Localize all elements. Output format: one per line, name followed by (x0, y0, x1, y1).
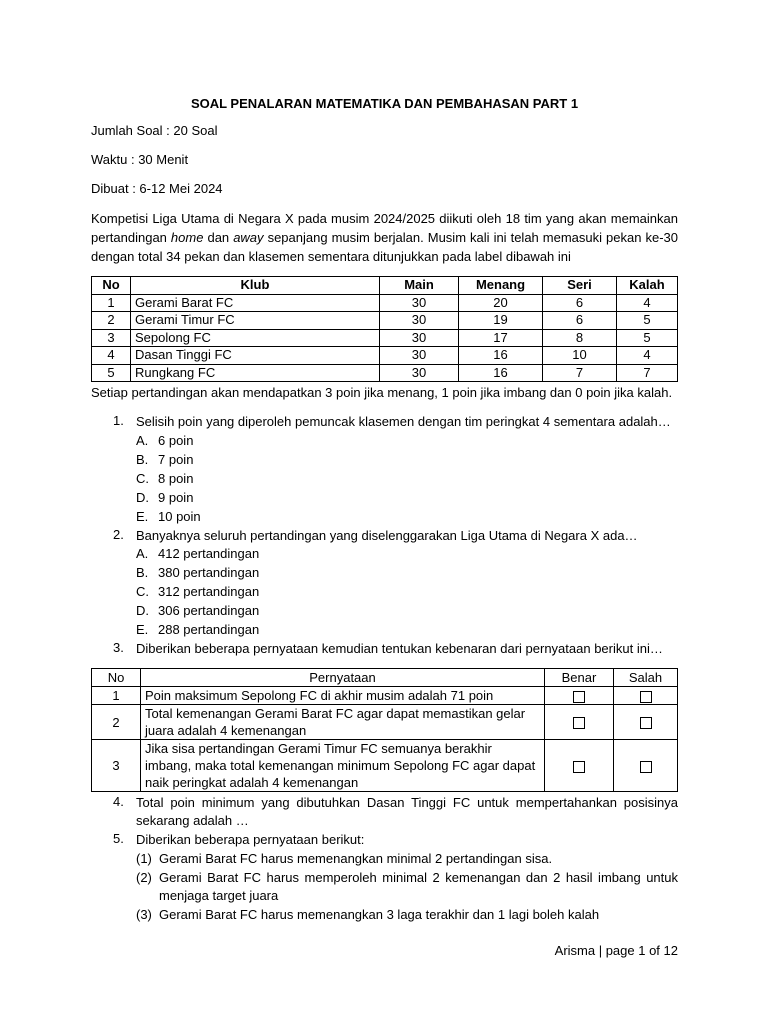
cell-no: 4 (92, 347, 131, 365)
cell-no: 3 (92, 329, 131, 347)
cell-seri: 6 (543, 294, 617, 312)
cell-kalah: 4 (617, 347, 678, 365)
cell-klub: Gerami Barat FC (131, 294, 380, 312)
benar-checkbox[interactable] (573, 691, 585, 703)
cell-klub: Rungkang FC (131, 364, 380, 382)
q5-statement-2-text: Gerami Barat FC harus memperoleh minimal 2 kemenangan dan 2 hasil imbang untuk menjaga target juara (159, 870, 678, 903)
salah-checkbox[interactable] (640, 691, 652, 703)
q2-text: Banyaknya seluruh pertandingan yang diselenggarakan Liga Utama di Negara X ada… (136, 528, 638, 543)
option-text: 7 poin (158, 452, 194, 467)
option-letter: E. (136, 622, 149, 637)
q3-number: 3. (113, 640, 124, 655)
statement-text: Poin maksimum Sepolong FC di akhir musim adalah 71 poin (141, 687, 545, 705)
intro-home-italic: home (170, 230, 204, 245)
cell-menang: 20 (459, 294, 543, 312)
cell-klub: Gerami Timur FC (131, 312, 380, 330)
option-text: 306 pertandingan (158, 603, 260, 618)
col-pernyataan: Pernyataan (141, 669, 545, 687)
statements-table (91, 668, 678, 792)
cell-menang: 16 (459, 364, 543, 382)
q4-number: 4. (113, 794, 124, 809)
salah-checkbox[interactable] (640, 717, 652, 729)
cell-menang: 17 (459, 329, 543, 347)
option-letter: A. (136, 546, 149, 561)
cell-main: 30 (380, 364, 459, 382)
q5-statement-1-number: (1) (136, 851, 152, 866)
q2-option-c[interactable] (136, 584, 259, 599)
cell-main: 30 (380, 294, 459, 312)
option-letter: A. (136, 433, 149, 448)
q2-option-e[interactable] (136, 622, 259, 637)
option-text: 10 poin (158, 509, 201, 524)
q1-option-a[interactable] (136, 433, 193, 448)
standings-header-row (92, 277, 678, 295)
cell-kalah: 4 (617, 294, 678, 312)
statement-row (92, 705, 678, 740)
statement-number: 3 (92, 740, 141, 792)
cell-seri: 10 (543, 347, 617, 365)
option-text: 6 poin (158, 433, 194, 448)
statement-number: 2 (92, 705, 141, 740)
meta-dibuat: Dibuat : 6-12 Mei 2024 (91, 181, 223, 196)
standings-row (92, 364, 678, 382)
cell-benar (545, 687, 614, 705)
standings-row (92, 294, 678, 312)
option-letter: C. (136, 584, 149, 599)
col-seri: Seri (543, 277, 617, 295)
standings-row (92, 347, 678, 365)
statement-row (92, 687, 678, 705)
q1-text: Selisih poin yang diperoleh pemuncak klasemen dengan tim peringkat 4 sementara adalah… (136, 414, 671, 429)
cell-no: 5 (92, 364, 131, 382)
cell-seri: 6 (543, 312, 617, 330)
option-letter: B. (136, 452, 149, 467)
cell-salah (614, 705, 678, 740)
cell-klub: Sepolong FC (131, 329, 380, 347)
cell-no: 1 (92, 294, 131, 312)
q3-text: Diberikan beberapa pernyataan kemudian tentukan kebenaran dari pernyataan berikut ini… (136, 641, 663, 656)
option-text: 412 pertandingan (158, 546, 260, 561)
option-letter: D. (136, 490, 149, 505)
col-menang: Menang (459, 277, 543, 295)
cell-kalah: 7 (617, 364, 678, 382)
option-text: 288 pertandingan (158, 622, 260, 637)
q5-statement-3 (136, 906, 678, 924)
col-kalah: Kalah (617, 277, 678, 295)
cell-kalah: 5 (617, 312, 678, 330)
meta-waktu: Waktu : 30 Menit (91, 152, 189, 167)
q5-statement-1 (136, 850, 678, 868)
page-footer: Arisma | page 1 of 12 (554, 943, 678, 958)
intro-paragraph (91, 209, 678, 266)
col-main: Main (380, 277, 459, 295)
option-text: 380 pertandingan (158, 565, 260, 580)
standings-row (92, 329, 678, 347)
standings-row (92, 312, 678, 330)
option-letter: C. (136, 471, 149, 486)
q1-option-e[interactable] (136, 509, 201, 524)
option-letter: E. (136, 509, 149, 524)
col-benar: Benar (545, 669, 614, 687)
statements-header-row (92, 669, 678, 687)
q5-statement-2-number: (2) (136, 870, 152, 885)
standings-table (91, 276, 678, 382)
option-text: 9 poin (158, 490, 194, 505)
salah-checkbox[interactable] (640, 761, 652, 773)
benar-checkbox[interactable] (573, 717, 585, 729)
q1-option-b[interactable] (136, 452, 193, 467)
q2-number: 2. (113, 527, 124, 542)
scoring-rules: Setiap pertandingan akan mendapatkan 3 poin jika menang, 1 poin jika imbang dan 0 poin jika kalah. (91, 385, 673, 400)
benar-checkbox[interactable] (573, 761, 585, 773)
cell-main: 30 (380, 312, 459, 330)
cell-no: 2 (92, 312, 131, 330)
q5-number: 5. (113, 831, 124, 846)
col-klub: Klub (131, 277, 380, 295)
cell-kalah: 5 (617, 329, 678, 347)
statement-text: Jika sisa pertandingan Gerami Timur FC semuanya berakhir imbang, maka total kemenangan minimum Sepolong FC agar dapat naik peringkat adalah 4 kemenangan (141, 740, 545, 792)
q5-statement-3-number: (3) (136, 907, 152, 922)
q4-text: Total poin minimum yang dibutuhkan Dasan Tinggi FC untuk mempertahankan posisinya sekarang adalah … (136, 795, 678, 828)
cell-salah (614, 740, 678, 792)
document-title: SOAL PENALARAN MATEMATIKA DAN PEMBAHASAN PART 1 (190, 96, 579, 111)
col-stmt-no: No (92, 669, 141, 687)
statement-number: 1 (92, 687, 141, 705)
q5-statement-1-text: Gerami Barat FC harus memenangkan minimal 2 pertandingan sisa. (159, 851, 553, 866)
cell-seri: 7 (543, 364, 617, 382)
q2-option-d[interactable] (136, 603, 259, 618)
statement-text: Total kemenangan Gerami Barat FC agar dapat memastikan gelar juara adalah 4 kemenangan (141, 705, 545, 740)
q1-option-c[interactable] (136, 471, 193, 486)
cell-main: 30 (380, 347, 459, 365)
cell-menang: 16 (459, 347, 543, 365)
q5-statement-3-text: Gerami Barat FC harus memenangkan 3 laga terakhir dan 1 lagi boleh kalah (159, 907, 600, 922)
intro-text-3: sepanjang musim berjalan. Musim kali ini telah memasuki pekan ke-30 dengan total 34 pekan dan klasemen sementara ditunjukkan pada label dibawah ini (91, 230, 678, 264)
col-no: No (92, 277, 131, 295)
q2-option-b[interactable] (136, 565, 259, 580)
cell-benar (545, 740, 614, 792)
intro-away-italic: away (233, 230, 264, 245)
cell-salah (614, 687, 678, 705)
option-letter: B. (136, 565, 149, 580)
cell-seri: 8 (543, 329, 617, 347)
statement-row (92, 740, 678, 792)
q5-statement-2 (136, 869, 678, 905)
q5-text: Diberikan beberapa pernyataan berikut: (136, 832, 365, 847)
intro-text-2: dan (203, 230, 234, 245)
intro-text-1: Kompetisi Liga Utama di Negara X pada musim 2024/2025 diikuti oleh 18 tim yang akan memainkan pertandingan (91, 211, 678, 245)
option-text: 312 pertandingan (158, 584, 260, 599)
meta-jumlah-soal: Jumlah Soal : 20 Soal (91, 123, 218, 138)
cell-klub: Dasan Tinggi FC (131, 347, 380, 365)
q2-option-a[interactable] (136, 546, 259, 561)
cell-benar (545, 705, 614, 740)
option-text: 8 poin (158, 471, 194, 486)
q1-option-d[interactable] (136, 490, 193, 505)
col-salah: Salah (614, 669, 678, 687)
option-letter: D. (136, 603, 149, 618)
cell-menang: 19 (459, 312, 543, 330)
q1-number: 1. (113, 413, 124, 428)
cell-main: 30 (380, 329, 459, 347)
